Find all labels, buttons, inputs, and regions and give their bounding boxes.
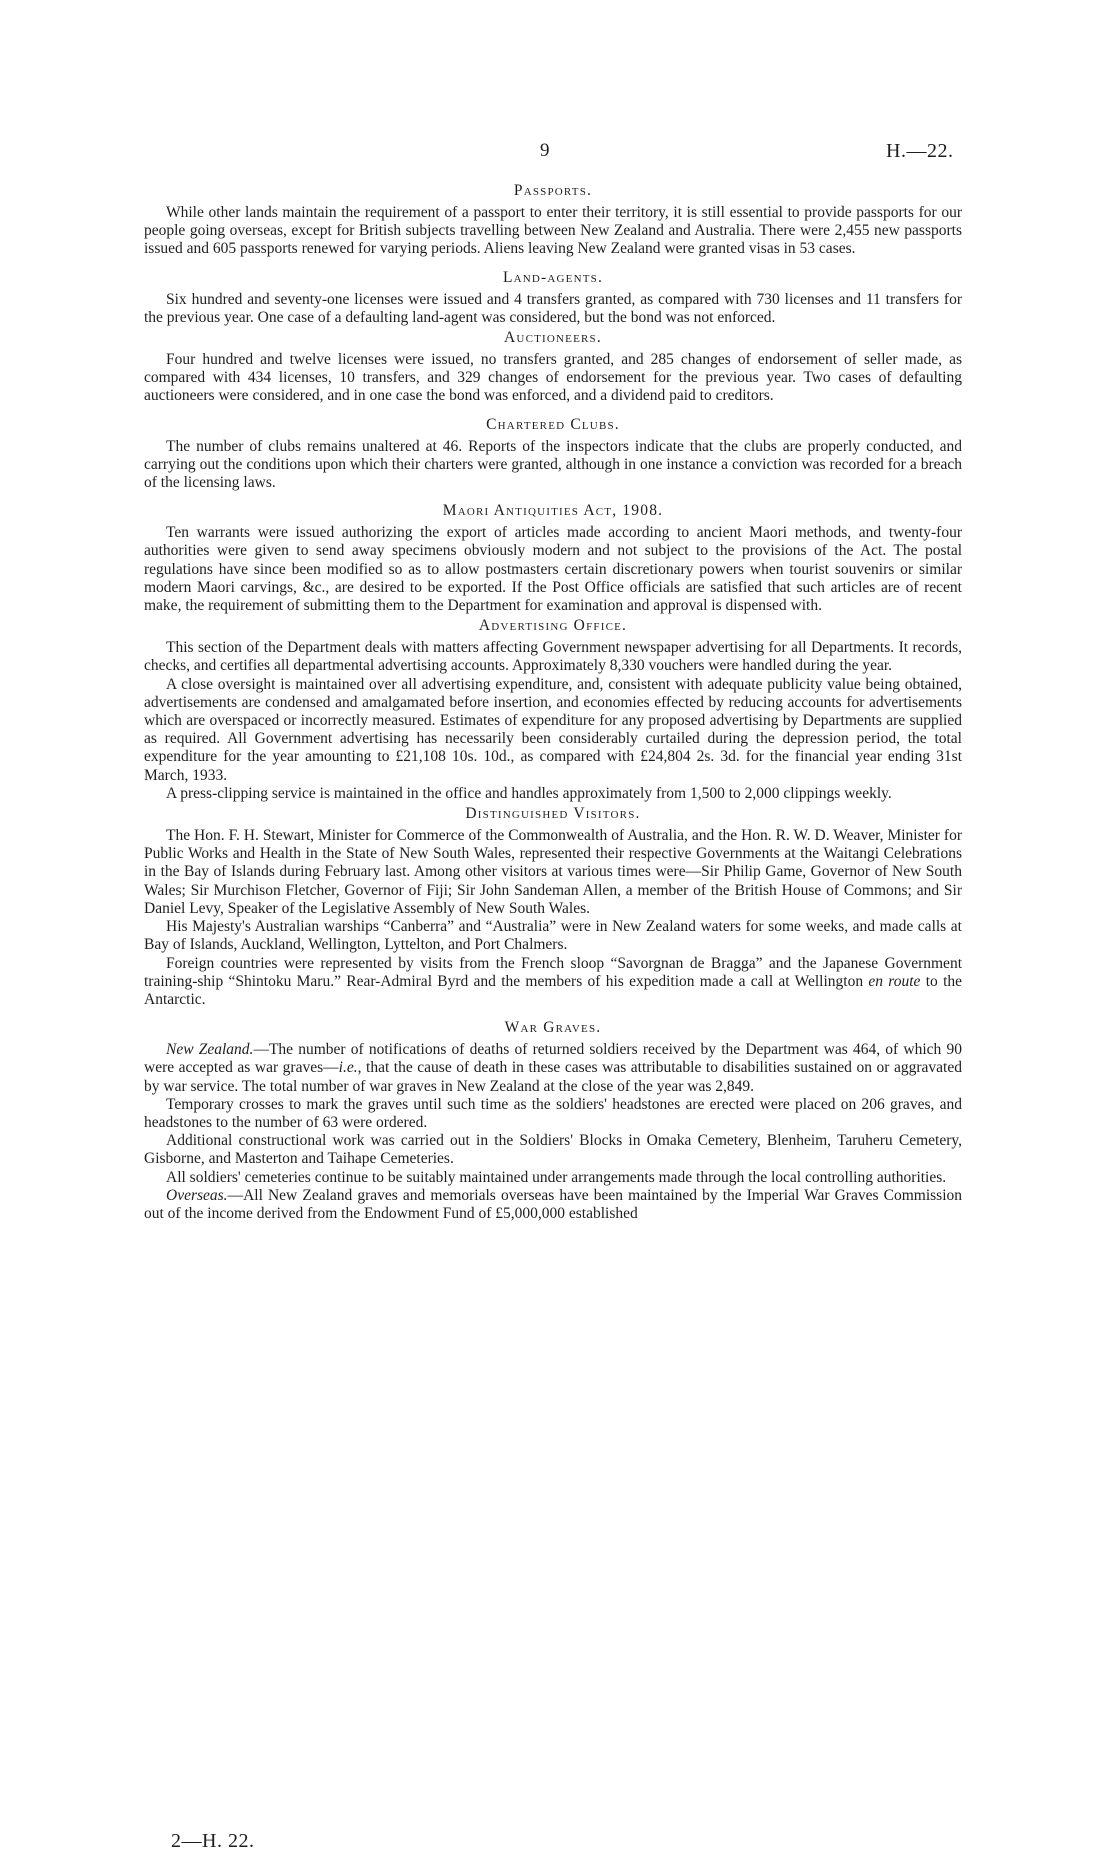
paragraph-land-agents-1: Six hundred and seventy-one licenses were issued and 4 transfers granted, as compared with 730 licenses and 11 transfers for the previous year. One case of a defaulting land-agent was considered, but the bond was not enforced. bbox=[144, 290, 962, 326]
paragraph-war-graves-5 bbox=[144, 1187, 962, 1223]
page-number: 9 bbox=[540, 140, 550, 161]
paragraph-visitors-3 bbox=[144, 955, 962, 1010]
war-graves-1-italic-ie: i.e. bbox=[338, 1059, 358, 1077]
section-heading-chartered-clubs: Chartered Clubs. bbox=[486, 415, 620, 433]
paragraph-war-graves-3: Additional constructional work was carried out in the Soldiers' Blocks in Omaka Cemetery, Blenheim, Taruheru Cemetery, Gisborne, and Masterton and Taihape Cemeteries. bbox=[144, 1132, 962, 1168]
section-heading-distinguished-visitors: Distinguished Visitors. bbox=[465, 805, 641, 823]
paragraph-war-graves-2: Temporary crosses to mark the graves until such time as the soldiers' headstones are erected were placed on 206 graves, and headstones to the number of 63 were ordered. bbox=[144, 1095, 962, 1131]
war-graves-5-italic: Overseas. bbox=[166, 1186, 228, 1204]
paragraph-visitors-2: His Majesty's Australian warships “Canberra” and “Australia” were in New Zealand waters for some weeks, and made calls at Bay of Islands, Auckland, Wellington, Lyttelton, and Port Chalmers. bbox=[144, 918, 962, 954]
visitors-3-italic: en route bbox=[868, 972, 921, 990]
paragraph-visitors-1: The Hon. F. H. Stewart, Minister for Commerce of the Commonwealth of Australia, and the Hon. R. W. D. Weaver, Minister for Public Works and Health in the State of New South Wales, represented their respective Governments at the Waitangi Celebrations in the Bay of Islands during February last. Among other visitors at various times were—Sir Philip Game, Governor of New South Wales; Sir Murchison Fletcher, Governor of Fiji; Sir John Sandeman Allen, a member of the British House of Commons; and Sir Daniel Levy, Speaker of the Legislative Assembly of New South Wales. bbox=[144, 827, 962, 917]
section-heading-land-agents: Land-agents. bbox=[502, 268, 604, 286]
section-heading-maori-antiquities: Maori Antiquities Act, 1908. bbox=[442, 502, 664, 520]
war-graves-1-text-a: —The number of notifications of deaths of returned soldiers received by the Department was 464, of which 90 were accepted as war graves— bbox=[144, 1041, 962, 1077]
paragraph-chartered-clubs-1: The number of clubs remains unaltered at 46. Reports of the inspectors indicate that the clubs are properly conducted, and carrying out the conditions upon which their charters were granted, although in one instance a conviction was recorded for a breach of the licensing laws. bbox=[144, 437, 962, 492]
section-heading-war-graves: War Graves. bbox=[504, 1019, 602, 1037]
paragraph-auctioneers-1: Four hundred and twelve licenses were issued, no transfers granted, and 285 changes of endorsement of seller made, as compared with 434 licenses, 10 transfers, and 329 changes of endorsement for the previous year. Two cases of defaulting auctioneers were considered, and in one case the bond was enforced, and a dividend paid to creditors. bbox=[144, 351, 962, 405]
paragraph-war-graves-4: All soldiers' cemeteries continue to be suitably maintained under arrangements made through the local controlling authorities. bbox=[166, 1168, 947, 1186]
paragraph-passports-1: While other lands maintain the requirement of a passport to enter their territory, it is still essential to provide passports for our people going overseas, except for British subjects travelling between New Zealand and Australia. There were 2,455 new passports issued and 605 passports renewed for varying periods. Aliens leaving New Zealand were granted visas in 53 cases. bbox=[144, 204, 962, 258]
war-graves-1-italic: New Zealand. bbox=[166, 1041, 254, 1059]
paragraph-maori-antiquities-1: Ten warrants were issued authorizing the export of articles made according to ancient Maori methods, and twenty-four authorities were given to send away specimens obviously modern and not subject to the provisions of the Act. The postal regulations have since been modified so as to allow postmasters certain discretionary powers when tourist souvenirs or similar modern Maori carvings, &c., are desired to be exported. If the Post Office officials are satisfied that such articles are of recent make, the requirement of submitting them to the Department for examination and approval is dispensed with. bbox=[144, 524, 962, 615]
paragraph-war-graves-1 bbox=[144, 1041, 962, 1096]
war-graves-5-text: —All New Zealand graves and memorials overseas have been maintained by the Imperial War Graves Commission out of the income derived from the Endowment Fund of £5,000,000 established bbox=[144, 1186, 962, 1222]
paragraph-advertising-3: A press-clipping service is maintained in the office and handles approximately from 1,500 to 2,000 clippings weekly. bbox=[166, 784, 892, 802]
section-heading-advertising-office: Advertising Office. bbox=[478, 617, 628, 635]
document-reference: H.—22. bbox=[886, 140, 954, 162]
paragraph-advertising-2: A close oversight is maintained over all advertising expenditure, and, consistent with adequate publicity value being obtained, advertisements are condensed and amalgamated before insertion, and economies effected by reducing accounts for advertisements which are overspaced or incorrectly measured. Estimates of expenditure for any proposed advertising by Departments are supplied as required. All Government advertising has necessarily been considerably curtailed during the depression period, the total expenditure for the year amounting to £21,108 10s. 10d., as compared with £24,804 2s. 3d. for the financial year ending 31st March, 1933. bbox=[144, 675, 962, 784]
paragraph-advertising-1: This section of the Department deals with matters affecting Government newspaper advertising for all Departments. It records, checks, and certifies all departmental advertising accounts. Approximately 8,330 vouchers were handled during the year. bbox=[144, 639, 962, 675]
war-graves-1-text-b: , that the cause of death in these cases was attributable to disabilities sustained on or aggravated by war service. The total number of war graves in New Zealand at the close of the year was 2,849. bbox=[144, 1059, 962, 1095]
section-heading-auctioneers: Auctioneers. bbox=[504, 329, 602, 347]
section-heading-passports: Passports. bbox=[513, 182, 593, 199]
visitors-3-text-a: Foreign countries were represented by visits from the French sloop “Savorgnan de Bragga” and the Japanese Government training-ship “Shintoku Maru.” Rear-Admiral Byrd and the members of his expedition made a call at Wellington bbox=[144, 954, 962, 990]
footer-reference: 2—H. 22. bbox=[171, 1830, 255, 1852]
body-text bbox=[144, 182, 962, 1223]
visitors-3-text-b: to the Antarctic. bbox=[144, 972, 962, 1008]
